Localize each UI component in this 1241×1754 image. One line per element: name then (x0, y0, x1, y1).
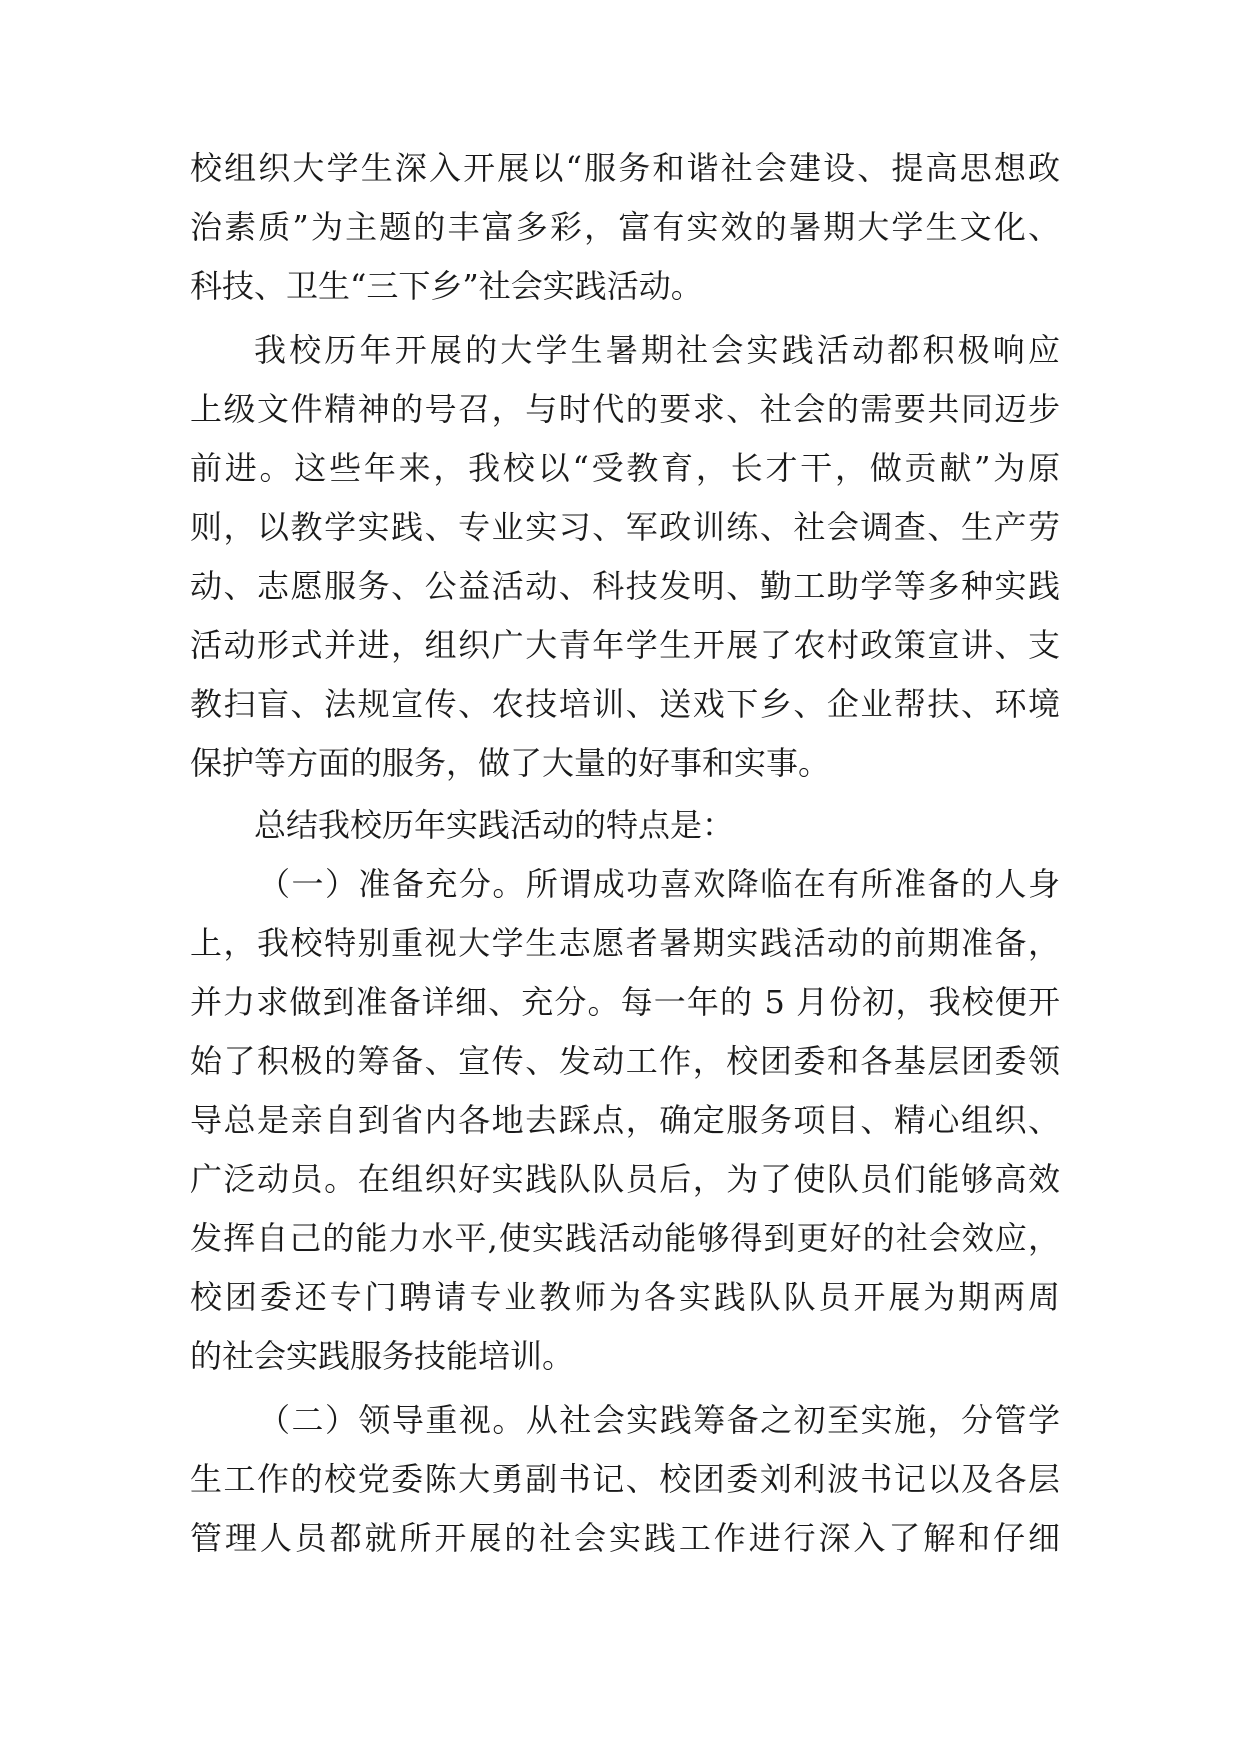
text-line: 导总是亲自到省内各地去踩点，确定服务项目、精心组织、 (190, 1101, 1060, 1139)
text-line: 我校历年开展的大学生暑期社会实践活动都积极响应 (254, 331, 1060, 369)
text-line: 校组织大学生深入开展以“服务和谐社会建设、提高思想政 (190, 149, 1060, 187)
text-line: 动、志愿服务、公益活动、科技发明、勤工助学等多种实践 (190, 567, 1060, 605)
text-line: 生工作的校党委陈大勇副书记、校团委刘利波书记以及各层 (190, 1460, 1060, 1498)
text-line: 的社会实践服务技能培训。 (190, 1337, 575, 1375)
text-line: 管理人员都就所开展的社会实践工作进行深入了解和仔细 (190, 1519, 1060, 1557)
text-line: （一）准备充分。所谓成功喜欢降临在有所准备的人身 (258, 865, 1060, 903)
text-line: 上级文件精神的号召，与时代的要求、社会的需要共同迈步 (190, 390, 1060, 428)
text-line: 总结我校历年实践活动的特点是： (254, 806, 735, 844)
text-line: 治素质”为主题的丰富多彩，富有实效的暑期大学生文化、 (190, 208, 1060, 246)
text-line: 上，我校特别重视大学生志愿者暑期实践活动的前期准备， (190, 924, 1060, 962)
text-line: （二）领导重视。从社会实践筹备之初至实施，分管学 (258, 1401, 1060, 1439)
text-line: 活动形式并进，组织广大青年学生开展了农村政策宣讲、支 (190, 626, 1060, 664)
text-line: 校团委还专门聘请专业教师为各实践队队员开展为期两周 (190, 1278, 1060, 1316)
text-line: 教扫盲、法规宣传、农技培训、送戏下乡、企业帮扶、环境 (190, 685, 1060, 723)
text-line: 则，以教学实践、专业实习、军政训练、社会调查、生产劳 (190, 508, 1060, 546)
text-line: 科技、卫生“三下乡”社会实践活动。 (190, 267, 703, 305)
text-line: 并力求做到准备详细、充分。每一年的 5 月份初，我校便开 (190, 983, 1060, 1021)
text-line: 广泛动员。在组织好实践队队员后，为了使队员们能够高效 (190, 1160, 1060, 1198)
text-line: 发挥自己的能力水平,使实践活动能够得到更好的社会效应， (190, 1219, 1060, 1257)
text-line: 前进。这些年来，我校以“受教育，长才干，做贡献”为原 (190, 449, 1060, 487)
text-line: 始了积极的筹备、宣传、发动工作，校团委和各基层团委领 (190, 1042, 1060, 1080)
text-line: 保护等方面的服务，做了大量的好事和实事。 (190, 744, 831, 782)
